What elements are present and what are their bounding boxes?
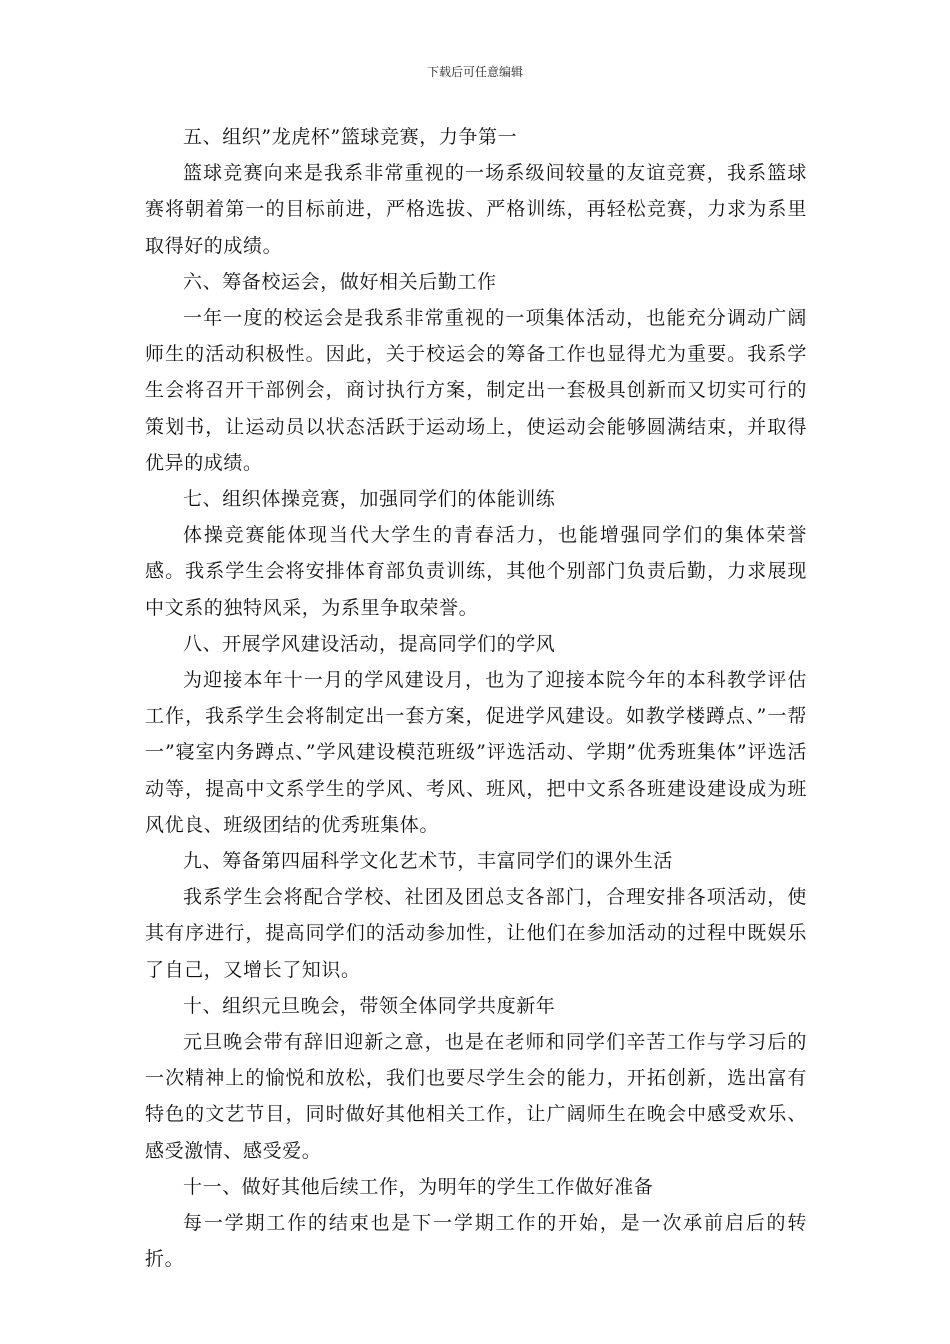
section-paragraph: 为迎接本年十一月的学风建设月，也为了迎接本院今年的本科教学评估工作，我系学生会将制定出一套方案，促进学风建设。如教学楼蹲点、”一帮一”寝室内务蹲点、”学风建设模范班级”评选活动、学期”优秀班集体”评选活动等，提高中文系学生的学风、考风、班风，把中文系各班建设建设成为班风优良、班级团结的优秀班集体。 [145,669,807,836]
section-title: 五、组织”龙虎杯”篮球竞赛，力争第一 [183,126,518,148]
section-title: 七、组织体操竞赛，加强同学们的体能训练 [183,488,556,511]
page-header: 下载后可任意编辑 [426,65,523,79]
document-body [145,119,807,1278]
section-paragraph: 篮球竞赛向来是我系非常重视的一场系级间较量的友谊竞赛，我系篮球赛将朝着第一的目标前进，严格选拔、严格训练，再轻松竞赛，力求为系里取得好的成绩。 [145,162,807,257]
section-title: 十一、做好其他后续工作，为明年的学生工作做好准备 [183,1175,654,1198]
section-title: 八、开展学风建设活动，提高同学们的学风 [183,632,556,655]
section-paragraph: 一年一度的校运会是我系非常重视的一项集体活动，也能充分调动广阔师生的活动积极性。因此，关于校运会的筹备工作也显得尤为重要。我系学生会将召开干部例会，商讨执行方案，制定出一套极具创新而又切实可行的策划书，让运动员以状态活跃于运动场上，使运动会能够圆满结束，并取得优异的成绩。 [145,307,807,474]
section-paragraph: 我系学生会将配合学校、社团及团总支各部门，合理安排各项活动，使其有序进行，提高同学们的活动参加性，让他们在参加活动的过程中既娱乐了自己，又增长了知识。 [145,886,807,981]
section-paragraph: 体操竞赛能体现当代大学生的青春活力，也能增强同学们的集体荣誉感。我系学生会将安排体育部负责训练，其他个别部门负责后勤，力求展现中文系的独特风采，为系里争取荣誉。 [145,524,807,619]
section-title: 六、筹备校运会，做好相关后勤工作 [183,270,497,293]
section-title: 九、筹备第四届科学文化艺术节，丰富同学们的课外生活 [183,850,674,873]
section-paragraph: 元旦晚会带有辞旧迎新之意，也是在老师和同学们辛苦工作与学习后的一次精神上的愉悦和放松，我们也要尽学生会的能力，开拓创新，选出富有特色的文艺节目，同时做好其他相关工作，让广阔师生在晚会中感受欢乐、感受激情、感受爱。 [145,1031,807,1162]
section-title: 十、组织元旦晚会，带领全体同学共度新年 [183,994,556,1017]
section-paragraph: 每一学期工作的结束也是下一学期工作的开始，是一次承前启后的转折。 [145,1212,807,1271]
